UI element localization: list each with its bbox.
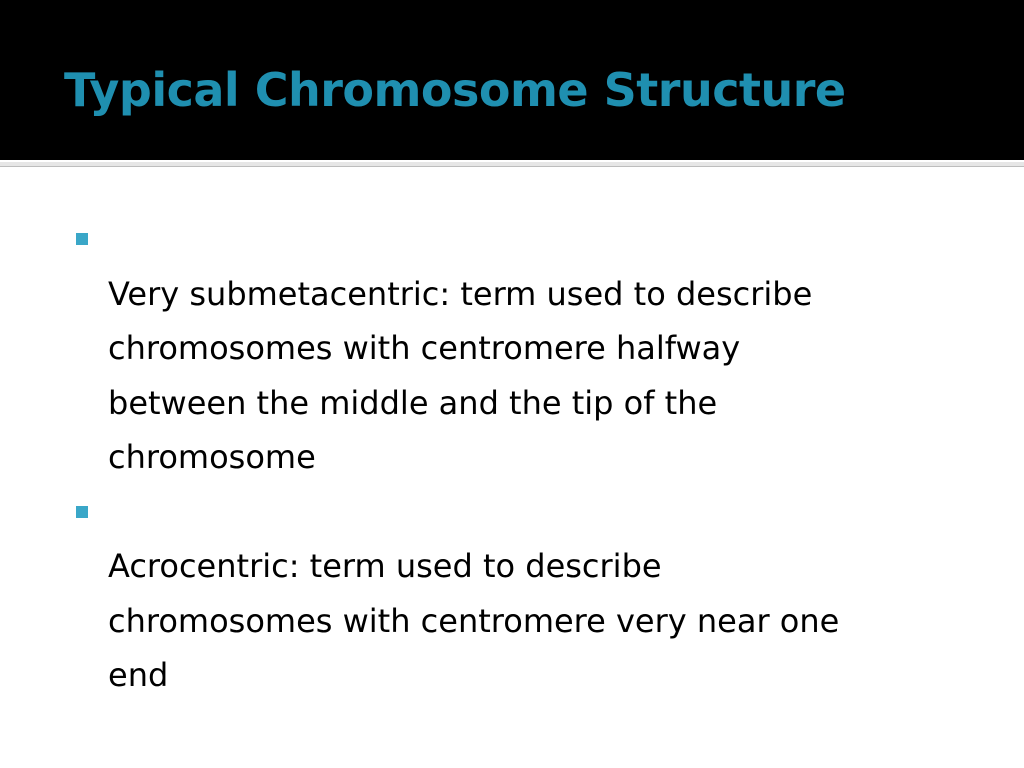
bullet-item bbox=[72, 485, 992, 703]
bullet-text: Very submetacentric: term used to describe chromosomes with centromere halfway between the middle and the tip of the chromosome bbox=[108, 274, 813, 476]
square-bullet-icon bbox=[76, 233, 88, 245]
square-bullet-icon bbox=[76, 506, 88, 518]
title-bar bbox=[0, 0, 1024, 160]
title-divider bbox=[0, 162, 1024, 167]
slide-title: Typical Chromosome Structure bbox=[64, 63, 846, 117]
bullet-item bbox=[72, 212, 992, 485]
bullet-list bbox=[72, 212, 992, 703]
bullet-text: Acrocentric: term used to describe chromosomes with centromere very near one end bbox=[108, 547, 840, 694]
